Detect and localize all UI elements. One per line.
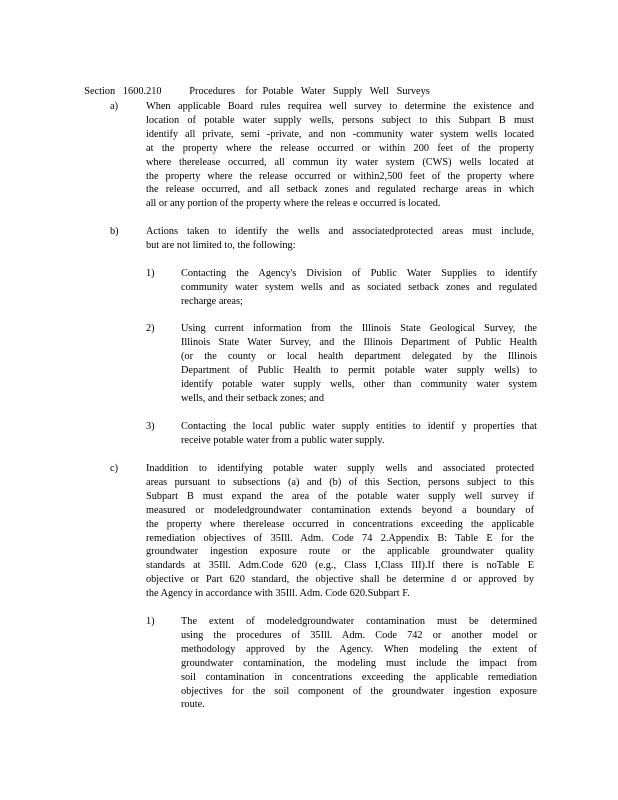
subsection-b-text	[146, 225, 534, 253]
text-line: Subpart B must expand the area of the potable water supply well survey if	[146, 490, 534, 502]
text-line: soil contamination in concentrations exceeding the applicable remediation	[181, 671, 537, 683]
subsection-a-text	[146, 100, 534, 211]
text-line: but are not limited to, the following:	[146, 239, 296, 251]
subsection-b-1-text	[181, 267, 537, 309]
text-line: remediation objectives of 35Ill. Adm. Code 74 2.Appendix B: Table E for the	[146, 532, 534, 544]
subsection-c-1-marker: 1)	[146, 616, 155, 627]
text-line: the release occurred, and all setback zones and regulated recharge areas in which	[146, 184, 534, 196]
text-line: the property where therelease occurred in concentrations exceeding the applicable	[146, 518, 534, 530]
text-line: at the property where the release occurred or within 200 feet of the property	[146, 142, 534, 154]
text-line: the Agency in accordance with 35Ill. Adm. Code 620.Subpart F.	[146, 588, 410, 600]
text-line: The extent of modeledgroundwater contamination must be determined	[181, 616, 537, 627]
text-line: route.	[181, 699, 205, 711]
text-line: the property where the release occurred or within2,500 feet of the property where	[146, 170, 534, 182]
subsection-b-3-marker: 3)	[146, 421, 155, 432]
text-line: where therelease occurred, all commun ity water system (CWS) wells located at	[146, 156, 534, 168]
text-line: location of potable water supply wells, persons subject to this Subpart B must	[146, 114, 534, 126]
subsection-c-1-text	[181, 615, 537, 712]
text-line: identify potable water supply wells, other than community water system	[181, 378, 537, 390]
text-line: using the procedures of 35Ill. Adm. Code 742 or another model or	[181, 629, 537, 641]
section-title: Procedures for Potable Water Supply Well Surveys	[189, 85, 430, 97]
text-line: (or the county or local health department delegated by the Illinois	[181, 350, 537, 362]
text-line: Using current information from the Illinois State Geological Survey, the	[181, 323, 537, 334]
text-line: When applicable Board rules requirea well survey to determine the existence and	[146, 101, 534, 112]
subsection-c-text	[146, 462, 534, 601]
section-number: Section 1600.210	[84, 85, 162, 97]
text-line: all or any portion of the property where the releas e occurred is located.	[146, 198, 441, 210]
text-line: recharge areas;	[181, 295, 243, 307]
text-line: objectives for the soil component of the groundwater ingestion exposure	[181, 685, 537, 697]
text-line: Contacting the Agency's Division of Public Water Supplies to identify	[181, 268, 537, 279]
text-line: methodology approved by the Agency. When modeling the extent of	[181, 643, 537, 655]
text-line: objective or Part 620 standard, the objective shall be determine d or approved by	[146, 574, 534, 586]
text-line: groundwater ingestion exposure route or the applicable groundwater quality	[146, 546, 534, 558]
text-line: Illinois State Water Survey, and the Illinois Department of Public Health	[181, 336, 537, 348]
text-line: Inaddition to identifying potable water supply wells and associated protected	[146, 463, 534, 474]
text-line: identify all private, semi -private, and non -community water system wells located	[146, 128, 534, 140]
text-line: Actions taken to identify the wells and associatedprotected areas must include,	[146, 226, 534, 237]
text-line: wells, and their setback zones; and	[181, 392, 324, 404]
subsection-b-1-marker: 1)	[146, 268, 155, 279]
subsection-b-marker: b)	[110, 226, 119, 237]
text-line: community water system wells and as sociated setback zones and regulated	[181, 281, 537, 293]
subsection-b-3-text	[181, 420, 537, 448]
subsection-b-2-text	[181, 322, 537, 405]
text-line: areas pursuant to subsections (a) and (b) of this Section, persons subject to this	[146, 476, 534, 488]
text-line: Department of Public Health to permit potable water supply wells) to	[181, 364, 537, 376]
text-line: receive potable water from a public water supply.	[181, 434, 385, 446]
text-line: standards at 35Ill. Adm.Code 620 (e.g., Class I,Class III).If there is noTable E	[146, 560, 534, 572]
text-line: measured or modeledgroundwater contamination extends beyond a boundary of	[146, 504, 534, 516]
text-line: Contacting the local public water supply entities to identif y properties that	[181, 421, 537, 432]
subsection-b-2-marker: 2)	[146, 323, 155, 334]
text-line: groundwater contamination, the modeling must include the impact from	[181, 657, 537, 669]
subsection-c-marker: c)	[110, 463, 118, 474]
subsection-a-marker: a)	[110, 101, 118, 112]
